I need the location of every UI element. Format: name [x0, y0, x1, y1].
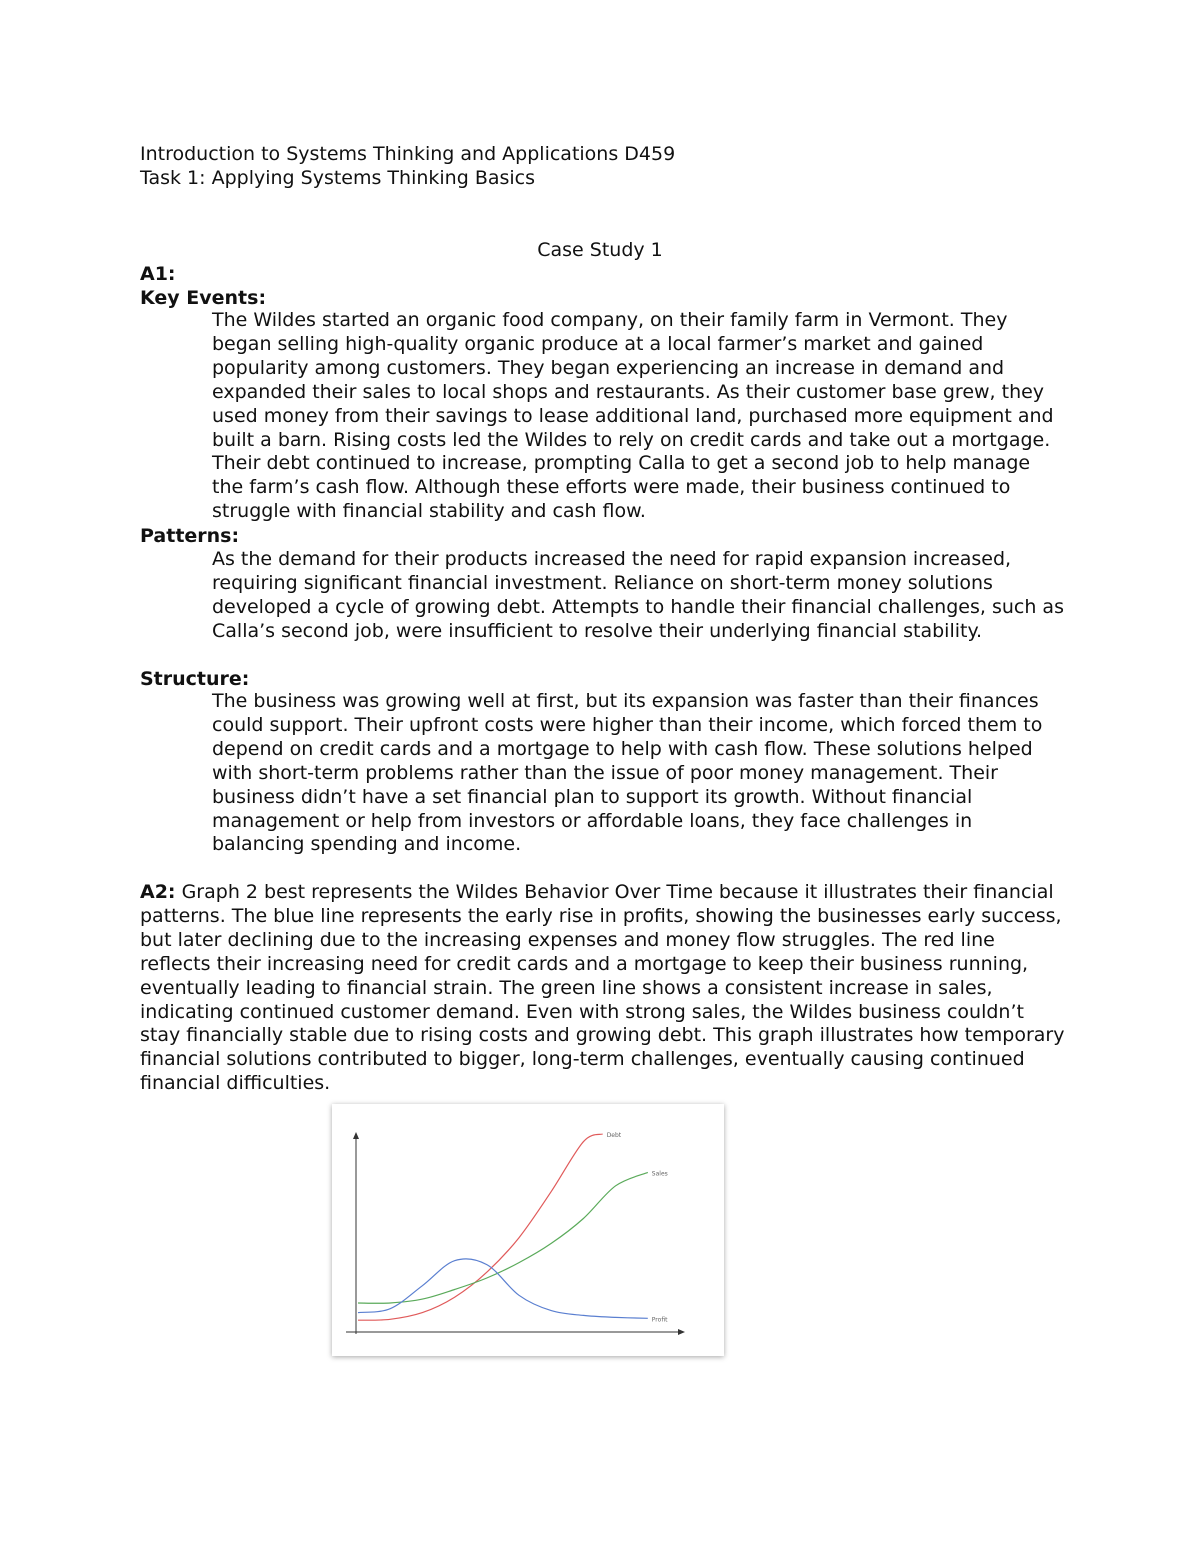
course-title: Introduction to Systems Thinking and Applications D459 — [140, 143, 676, 165]
series-label-profit: Profit — [651, 1316, 668, 1324]
series-line-profit — [358, 1259, 648, 1318]
behavior-over-time-graph — [332, 1104, 724, 1356]
x-axis-arrow — [678, 1329, 685, 1335]
series-line-sales — [358, 1172, 648, 1303]
chart-svg — [332, 1104, 724, 1356]
y-axis-arrow — [353, 1132, 359, 1139]
structure-heading: Structure: — [140, 668, 250, 690]
structure-paragraph: The business was growing well at first, but its expansion was faster than their finances could support. Their upfront costs were higher than their income, which forced them to depend on credit cards and a mortgage to help with cash flow. These solutions helped with short-term problems rather than the issue of poor money management. Their business didn’t have a set financial plan to support its growth. Without financial management or help from investors or affordable loans, they face challenges in balancing spending and income. — [212, 690, 1043, 856]
a1-label: A1: — [140, 263, 176, 285]
series-line-debt — [358, 1134, 603, 1320]
patterns-heading: Patterns: — [140, 525, 240, 547]
patterns-paragraph: As the demand for their products increased the need for rapid expansion increased, requiring significant financial investment. Reliance on short-term money solutions developed a cycle of growing debt. Attempts to handle their financial challenges, such as Calla’s second job, were insufficient to resolve their underlying financial stability. — [212, 548, 1064, 642]
key-events-paragraph: The Wildes started an organic food company, on their family farm in Vermont. They began selling high-quality organic produce at a local farmer’s market and gained popularity among customers. They began experiencing an increase in demand and expanded their sales to local shops and restaurants. As their customer base grew, they used money from their savings to lease additional land, purchased more equipment and built a barn. Rising costs led the Wildes to rely on credit cards and take out a mortgage. Their debt continued to increase, prompting Calla to get a second job to help manage the farm’s cash flow. Although these efforts were made, their business continued to struggle with financial stability and cash flow. — [212, 309, 1054, 523]
a2-paragraph — [140, 881, 1068, 1096]
series-label-debt: Debt — [606, 1132, 622, 1139]
a2-label: A2: — [140, 881, 176, 903]
case-study-title: Case Study 1 — [537, 239, 663, 261]
key-events-heading: Key Events: — [140, 287, 267, 309]
series-label-sales: Sales — [651, 1170, 668, 1178]
task-title: Task 1: Applying Systems Thinking Basics — [140, 167, 536, 189]
a2-text: Graph 2 best represents the Wildes Behavior Over Time because it illustrates their financial patterns. The blue line represents the early rise in profits, showing the businesses early success, but later declining due to the increasing expenses and money flow struggles. The red line reflects their increasing need for credit cards and a mortgage to keep their business running, eventually leading to financial strain. The green line shows a consistent increase in sales, indicating continued customer demand. Even with strong sales, the Wildes business couldn’t stay financially stable due to rising costs and growing debt. This graph illustrates how temporary financial solutions contributed to bigger, long-term challenges, eventually causing continued financial difficulties. — [140, 881, 1065, 1095]
